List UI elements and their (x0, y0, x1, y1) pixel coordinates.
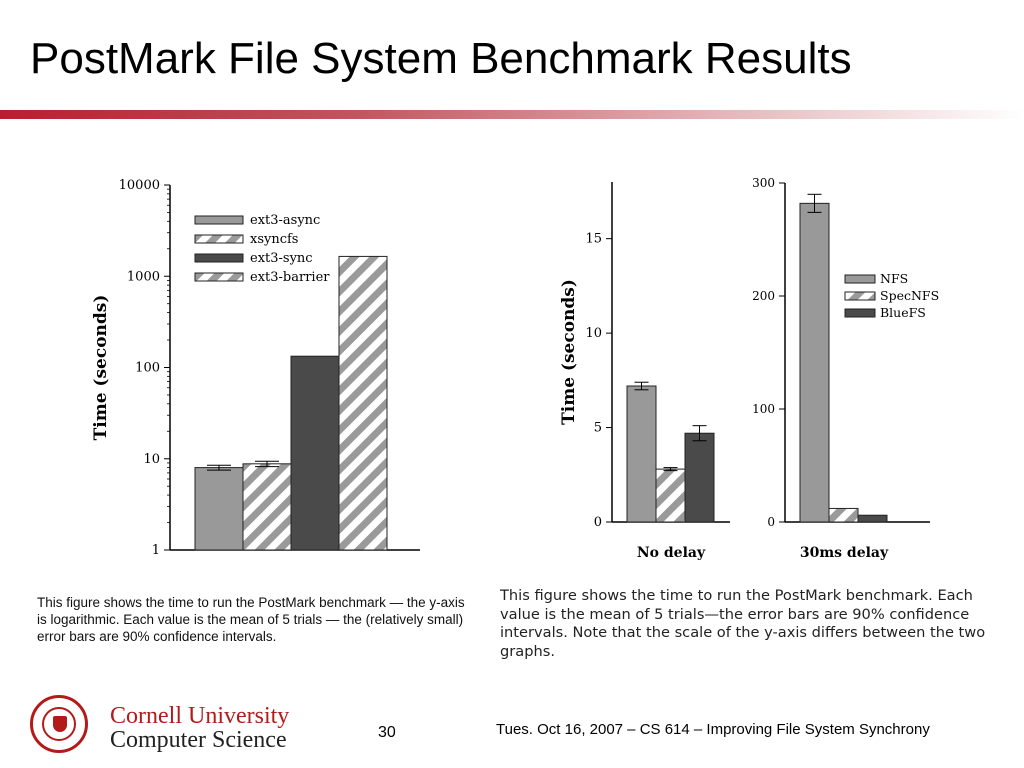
30ms-delay-bar-chart (740, 170, 940, 580)
bar-xsyncfs (243, 464, 291, 550)
bar-ext3-barrier (339, 256, 387, 550)
legend-label-ext3-barrier: ext3-barrier (250, 270, 330, 285)
y-tick-label: 200 (752, 289, 775, 303)
bar-specnfs (829, 508, 858, 522)
legend-label-bluefs: BlueFS (880, 305, 926, 320)
no-delay-bar-chart (550, 170, 740, 580)
legend-label-xsyncfs: xsyncfs (250, 232, 299, 247)
legend-swatch-ext3-async (195, 216, 243, 224)
right-figure-caption: This figure shows the time to run the PostMark benchmark. Each value is the mean of 5 trials—the error bars are 90% confidence intervals. Note that the scale of the y-axis differs between the two graphs. (500, 587, 986, 660)
y-axis-label: Time (seconds) (559, 279, 579, 425)
legend-swatch-nfs (845, 275, 875, 283)
bar-nfs (627, 386, 656, 522)
bar-ext3-async (195, 468, 243, 550)
legend-swatch-specnfs (845, 292, 875, 300)
slide-title: PostMark File System Benchmark Results (30, 34, 852, 83)
y-tick-label: 15 (585, 231, 602, 247)
bar-nfs (800, 203, 829, 522)
y-tick-label: 10 (143, 451, 160, 467)
x-group-label: No delay (636, 545, 706, 561)
legend-swatch-ext3-barrier (195, 273, 243, 281)
bar-bluefs (858, 515, 887, 522)
bar-bluefs (685, 433, 714, 522)
left-figure-caption: This figure shows the time to run the PostMark benchmark — the y-axis is logarithmic. Each value is the mean of 5 trials — the (relatively small) error bars are 90% confidence intervals. (37, 595, 465, 644)
y-tick-label: 10000 (118, 178, 160, 193)
y-axis-label: Time (seconds) (91, 294, 111, 441)
legend-label-nfs: NFS (880, 271, 909, 286)
y-tick-label: 1 (151, 543, 160, 558)
bar-ext3-sync (291, 356, 339, 550)
legend-label-specnfs: SpecNFS (880, 288, 940, 303)
y-tick-label: 0 (593, 515, 602, 530)
legend-swatch-ext3-sync (195, 254, 243, 262)
y-tick-label: 10 (585, 326, 602, 342)
footer-text: Tues. Oct 16, 2007 – CS 614 – Improving File System Synchrony (496, 721, 930, 738)
legend-label-ext3-sync: ext3-sync (250, 251, 313, 266)
y-tick-label: 5 (593, 420, 602, 436)
legend-swatch-xsyncfs (195, 235, 243, 243)
y-tick-label: 0 (767, 515, 775, 529)
legend-label-ext3-async: ext3-async (250, 213, 321, 228)
logo-department-name: Computer Science (110, 727, 287, 753)
log-scale-bar-chart (80, 170, 440, 580)
x-group-label: 30ms delay (799, 545, 889, 561)
y-tick-label: 100 (135, 360, 160, 376)
cornell-logo (30, 695, 300, 755)
cornell-seal-icon (30, 695, 88, 753)
title-divider (0, 110, 1024, 119)
legend-swatch-bluefs (845, 309, 875, 317)
y-tick-label: 1000 (126, 269, 160, 285)
bar-specnfs (656, 469, 685, 522)
page-number: 30 (378, 724, 396, 741)
logo-university-name: Cornell University (110, 703, 290, 729)
y-tick-label: 300 (752, 176, 775, 190)
y-tick-label: 100 (752, 402, 775, 416)
